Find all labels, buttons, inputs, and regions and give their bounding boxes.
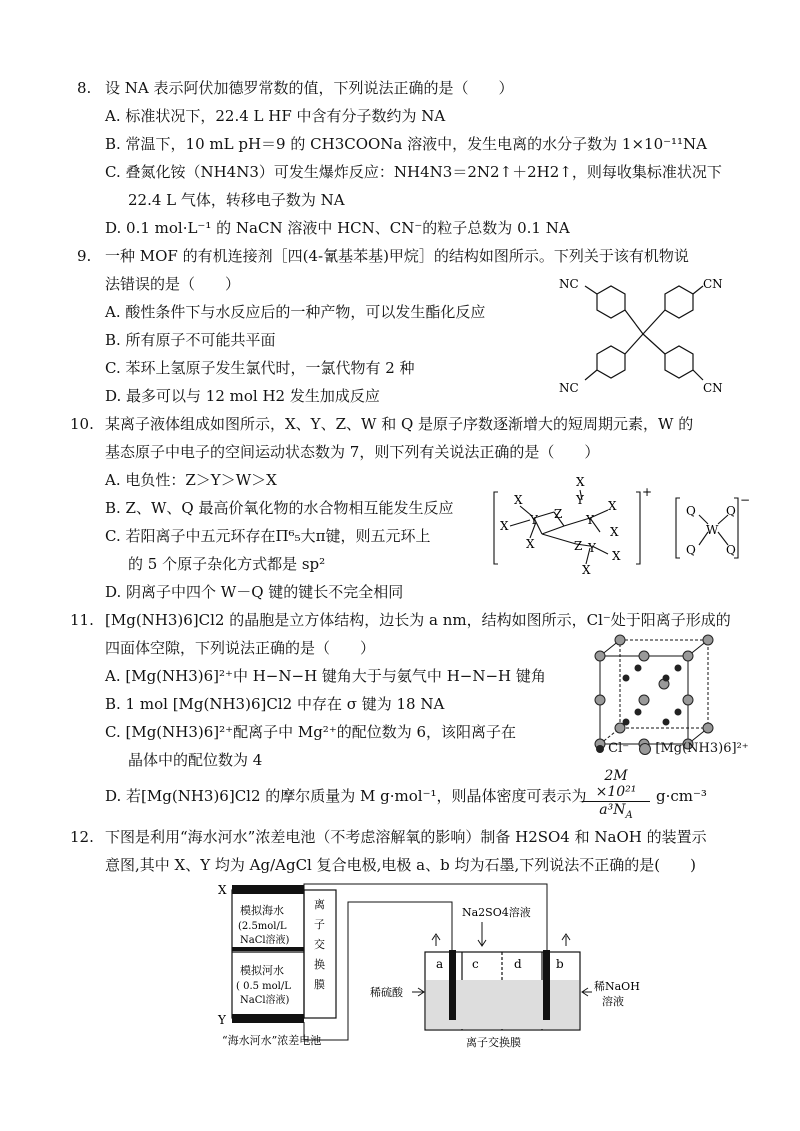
q9-stem-line1: 一种 MOF 的有机连接剂［四(4-氰基苯基)甲烷］的结构如图所示。下列关于该有机物说: [105, 247, 689, 265]
q11-density-fraction: [582, 768, 650, 821]
q12-bottom-membrane: 离子交换膜: [466, 1036, 521, 1049]
mg-complex-atom: [639, 695, 649, 705]
q10-atom-z2: Z: [574, 539, 583, 553]
q12-dilute-acid: 稀硫酸: [370, 986, 403, 999]
q12-seawater-2: (2.5mol/L: [238, 921, 287, 932]
q12-cell-c: c: [472, 957, 479, 971]
mg-complex-atom: [703, 723, 713, 733]
q10-atom-x7: X: [612, 549, 621, 563]
cl-atom: [675, 665, 682, 672]
cl-atom: [623, 675, 630, 682]
q9-label-cn-top: CN: [703, 277, 723, 291]
mg-complex-atom: [683, 651, 693, 661]
q11-atom-group: [595, 635, 713, 749]
q12-cell-a: a: [436, 957, 444, 971]
q10-option-a: A. 电负性：Z＞Y＞W＞X: [105, 471, 277, 489]
cl-atom: [663, 675, 670, 682]
q10-atom-y1: Y: [530, 513, 538, 527]
q9-option-c: C. 苯环上氢原子发生氯代时，一氯代物有 2 种: [105, 359, 415, 377]
q9-stem-line2: 法错误的是（ ）: [105, 275, 241, 293]
cl-atom: [635, 709, 642, 716]
q10-ionic-liquid-figure: [490, 470, 750, 580]
q12-membrane-v5: 膜: [314, 978, 325, 991]
q12-apparatus-figure: [200, 880, 660, 1055]
q10-number: 10.: [70, 415, 94, 433]
q12-number: 12.: [70, 828, 94, 846]
q8-option-c: C. 叠氮化铵（NH4N3）可发生爆炸反应：NH4N3＝2N2↑＋2H2↑，则每收集标准状况下: [105, 163, 722, 181]
mg-complex-atom: [639, 651, 649, 661]
q11-density-den-main: a³N: [599, 802, 626, 818]
q11-density-denominator: [582, 802, 650, 821]
q11-density-den-sub: A: [625, 809, 633, 821]
q12-river-2: ( 0.5 mol/L: [236, 981, 291, 992]
mg-complex-atom: [595, 695, 605, 705]
q12-dilute-naoh-2: 溶液: [602, 995, 624, 1008]
q11-stem-line2: 四面体空隙，下列说法正确的是（ ）: [105, 639, 376, 657]
q10-option-b: B. Z、W、Q 最高价氧化物的水合物相互能发生反应: [105, 499, 454, 517]
q8-stem: 设 NA 表示阿伏加德罗常数的值，下列说法正确的是（ ）: [105, 79, 514, 97]
q10-atom-y4: Y: [588, 541, 596, 555]
q10-atom-x2: X: [500, 519, 509, 533]
q10-atom-x3: X: [526, 537, 535, 551]
q12-battery-caption: “海水河水”浓差电池: [222, 1034, 322, 1047]
q12-membrane-v3: 交: [314, 938, 325, 951]
q12-dilute-naoh-1: 稀NaOH: [594, 980, 640, 993]
q10-atom-y2: Y: [576, 493, 584, 507]
q10-option-c: C. 若阳离子中五元环存在Π⁶₅大π键，则五元环上: [105, 527, 431, 545]
q12-membrane-v4: 换: [314, 958, 325, 971]
cl-atom: [663, 719, 670, 726]
q11-legend-mg: [Mg(NH3)6]²⁺: [655, 741, 749, 756]
cl-atom: [635, 665, 642, 672]
mg-complex-atom: [683, 695, 693, 705]
q11-option-c-cont: 晶体中的配位数为 4: [128, 751, 263, 769]
q10-atom-x1: X: [514, 493, 523, 507]
q9-label-nc-top: NC: [559, 277, 579, 291]
q11-density-unit: g·cm⁻³: [656, 787, 707, 805]
mg-complex-atom: [615, 723, 625, 733]
q10-atom-q3: Q: [686, 543, 696, 557]
q12-label-x: X: [218, 883, 227, 897]
q11-legend-cl-dot: [596, 745, 604, 753]
q8-number: 8.: [77, 79, 92, 97]
q11-option-c: C. [Mg(NH3)6]²⁺配离子中 Mg²⁺的配位数为 6，该阳离子在: [105, 723, 517, 741]
q10-stem-line1: 某离子液体组成如图所示，X、Y、Z、W 和 Q 是原子序数逐渐增大的短周期元素，W 的: [105, 415, 694, 433]
q11-legend-mg-dot: [639, 743, 651, 755]
q10-atom-x4: X: [576, 475, 585, 489]
q10-atom-q2: Q: [726, 504, 736, 518]
q11-option-a: A. [Mg(NH3)6]²⁺中 H−N−H 键角大于与氨气中 H−N−H 键角: [105, 667, 546, 685]
q12-seawater-3: NaCl溶液): [240, 935, 290, 946]
cl-atom: [623, 719, 630, 726]
q12-membrane-v2: 子: [314, 918, 325, 931]
q11-number: 11.: [70, 611, 94, 629]
q11-option-b: B. 1 mol [Mg(NH3)6]Cl2 中存在 σ 键为 18 NA: [105, 695, 445, 713]
q10-atom-y3: Y: [586, 513, 594, 527]
q10-option-d: D. 阴离子中四个 W－Q 键的键长不完全相同: [105, 583, 404, 601]
q10-atom-q1: Q: [686, 504, 696, 518]
q10-atom-q4: Q: [726, 543, 736, 557]
q9-number: 9.: [77, 247, 92, 265]
q12-river-1: 模拟河水: [240, 964, 284, 977]
q10-stem-line2: 基态原子中电子的空间运动状态数为 7，则下列有关说法正确的是（ ）: [105, 443, 600, 461]
q9-structure-figure: [555, 272, 735, 402]
q11-stem-line1: [Mg(NH3)6]Cl2 的晶胞是立方体结构，边长为 a nm，结构如图所示，Cl⁻处于阳离子形成的: [105, 611, 731, 629]
mg-complex-atom: [615, 635, 625, 645]
q8-option-d: D. 0.1 mol·L⁻¹ 的 NaCN 溶液中 HCN、CN⁻的粒子总数为 0.1 NA: [105, 219, 570, 237]
q11-density-numerator: 2M ×10²¹: [582, 768, 650, 802]
mg-complex-atom: [703, 635, 713, 645]
q11-option-d: D. 若[Mg(NH3)6]Cl2 的摩尔质量为 M g·mol⁻¹，则晶体密度可表示为: [105, 787, 587, 805]
q12-stem-line1: 下图是利用“海水河水”浓差电池（不考虑溶解氧的影响）制备 H2SO4 和 NaOH 的装置示: [105, 828, 707, 846]
q9-option-a: A. 酸性条件下与水反应后的一种产物，可以发生酯化反应: [105, 303, 486, 321]
q12-membrane-v1: 离: [314, 898, 325, 911]
q12-stem-line2: 意图,其中 X、Y 均为 Ag/AgCl 复合电极,电极 a、b 均为石墨,下列说法不正确的是( ): [105, 856, 696, 874]
q10-atom-z1: Z: [554, 507, 563, 521]
cl-atom: [675, 709, 682, 716]
q10-atom-x8: X: [582, 563, 591, 577]
q8-option-b: B. 常温下，10 mL pH＝9 的 CH3COONa 溶液中，发生电离的水分子数为 1×10⁻¹¹NA: [105, 135, 708, 153]
q12-cell-d: d: [514, 957, 522, 971]
q11-legend: [596, 741, 749, 756]
q12-seawater-1: 模拟海水: [240, 904, 284, 917]
q8-option-a: A. 标准状况下，22.4 L HF 中含有分子数约为 NA: [105, 107, 446, 125]
q9-option-b: B. 所有原子不可能共平面: [105, 331, 276, 349]
q12-na2so4: Na2SO4溶液: [462, 906, 531, 919]
q10-cation-charge: +: [642, 485, 653, 499]
q9-label-cn-bottom: CN: [703, 381, 723, 395]
q9-label-nc-bottom: NC: [559, 381, 579, 395]
q10-atom-w: W: [706, 523, 719, 537]
q10-anion-charge: −: [740, 493, 750, 507]
q10-option-c-cont: 的 5 个原子杂化方式都是 sp²: [128, 555, 326, 573]
q12-cell-b: b: [556, 957, 564, 971]
q10-atom-x6: X: [610, 525, 619, 539]
q12-river-3: NaCl溶液): [240, 995, 290, 1006]
q11-legend-cl: Cl⁻: [608, 741, 630, 756]
q8-option-c-cont: 22.4 L 气体，转移电子数为 NA: [128, 191, 345, 209]
mg-complex-atom: [595, 651, 605, 661]
q12-label-y: Y: [218, 1013, 226, 1027]
q9-option-d: D. 最多可以与 12 mol H2 发生加成反应: [105, 387, 380, 405]
q10-atom-x5: X: [608, 499, 617, 513]
